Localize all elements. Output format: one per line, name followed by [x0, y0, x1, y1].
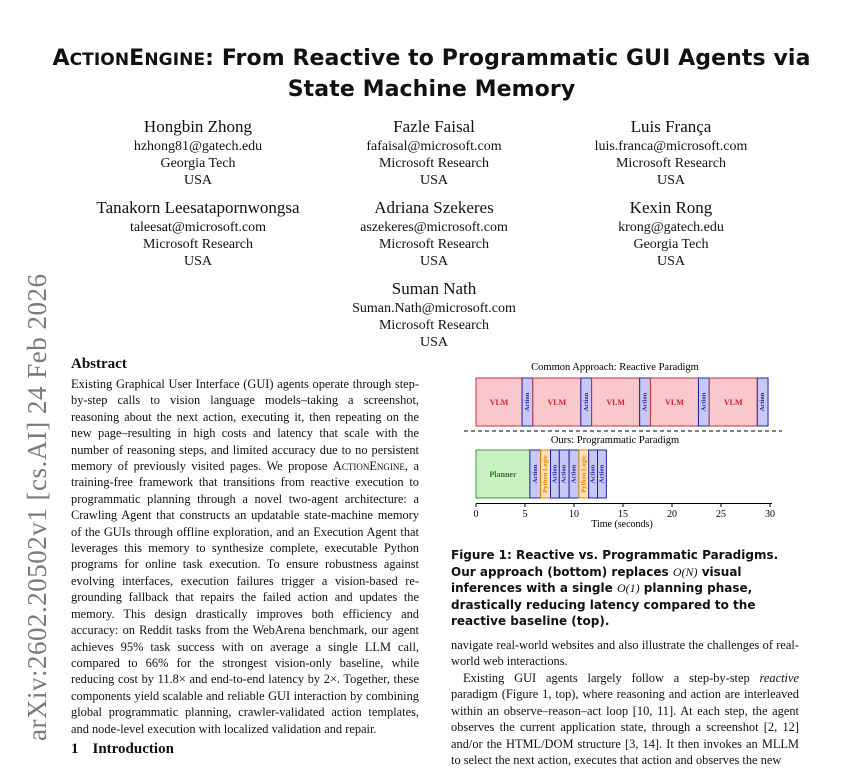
action-segment-label: Action	[759, 392, 767, 412]
author-email[interactable]: hzhong81@gatech.edu	[133, 139, 263, 154]
action-segment-label: Action	[523, 392, 531, 412]
reactive-timeline	[476, 378, 768, 426]
abstract-section	[71, 356, 419, 737]
author-email[interactable]: aszekeres@microsoft.com	[360, 220, 508, 235]
top-panel-title: Common Approach: Reactive Paradigm	[531, 362, 699, 373]
action-segment-label: Action	[560, 464, 568, 484]
action-segment-label: Action	[531, 464, 539, 484]
action-segment-label: Action	[700, 392, 708, 412]
x-tick-label: 25	[716, 509, 726, 520]
author-block: Luis França luis.franca@microsoft.com Microsoft Research USA	[551, 117, 791, 189]
planner-segment-label: Planner	[489, 470, 517, 479]
title-line-2: State Machine Memory	[287, 77, 576, 102]
python-logic-segment-label: Python Logic	[580, 455, 588, 493]
bottom-panel-title: Ours: Programmatic Paradigm	[550, 435, 680, 446]
x-tick-label: 20	[667, 509, 677, 520]
action-segment-label: Action	[570, 464, 578, 484]
action-segment-label: Action	[582, 392, 590, 412]
vlm-segment-label: VLM	[606, 398, 625, 407]
vlm-segment-label: VLM	[489, 398, 509, 407]
author-block: Suman Nath Suman.Nath@microsoft.com Microsoft Research USA	[314, 279, 554, 351]
abstract-text: Existing Graphical User Interface (GUI) agents operate through step-by-step calls to vision language models–taking a screenshot, reasoning about the next action, executing it, then repeating on the new page–resulting in high costs and latency that scale with the number of reasoning steps, and limited accuracy due to no persistent memory of previously visited pages. We propose ActionEngine, a training-free framework that transitions from reactive execution to programmatic planning through a novel two-agent architecture: a Crawling Agent that constructs an updatable state-machine memory of the GUIs through offline exploration, and an Execution Agent that leverages this memory to synthesize complete, executable Python programs for online task execution. To ensure robustness against evolving interfaces, execution failures trigger a vision-based re-grounding fallback that repairs the failed action and updates the memory. This design drastically improves both efficiency and accuracy: on Reddit tasks from the WebArena benchmark, our agent achieves 95% task success with on average a single LLM call, compared to 66% for the strongest vision-only baseline, while reducing cost by 11.8× and end-to-end latency by 2×. Together, these components yield scalable and reliable GUI interaction by combining global programmatic planning, crawler-validated action templates, and node-level execution with localized validation and repair.	[71, 377, 419, 736]
x-tick-label: 10	[569, 509, 579, 520]
author-block: Adriana Szekeres aszekeres@microsoft.com Microsoft Research USA	[314, 198, 554, 270]
author-email[interactable]: krong@gatech.edu	[618, 220, 724, 235]
author-block: Fazle Faisal fafaisal@microsoft.com Microsoft Research USA	[314, 117, 554, 189]
author-block: Tanakorn Leesatapornwongsa taleesat@microsoft.com Microsoft Research USA	[78, 198, 318, 270]
x-axis-ticks	[474, 504, 776, 521]
figure-1-chart	[450, 355, 795, 537]
abstract-heading: Abstract	[71, 356, 127, 372]
author-email[interactable]: luis.franca@microsoft.com	[594, 139, 748, 154]
system-name: ActionEngine	[332, 459, 405, 474]
action-segment-label: Action	[641, 392, 649, 412]
author-block: Hongbin Zhong hzhong81@gatech.edu Georgia Tech USA	[78, 117, 318, 189]
vlm-segment-label: VLM	[723, 398, 743, 407]
vlm-segment-label: VLM	[547, 398, 567, 407]
vlm-segment-label: VLM	[665, 398, 684, 407]
intro-paragraph-2: Existing GUI agents largely follow a step-by-step reactive paradigm (Figure 1, top), where reasoning and action are interleaved within an observe–reason–act loop [10, 11]. At each step, the agent observes the current application state, through a screenshot [2, 12] and/or the HTML/DOM structure [3, 14]. It then invokes an MLLM to select the next action, executes that action and observes the new	[451, 671, 799, 768]
section-heading-introduction: 1 Introduction	[71, 741, 174, 757]
action-segment-label: Action	[589, 464, 597, 484]
arxiv-stamp: arXiv:2602.20502v1 [cs.AI] 24 Feb 2026	[22, 273, 52, 741]
title-system-name-a: A	[52, 46, 70, 71]
programmatic-timeline	[476, 450, 606, 498]
paper-title: ACTIONENGINE: From Reactive to Programmatic GUI Agents via State Machine Memory	[40, 44, 823, 105]
action-segment-label: Action	[551, 464, 559, 484]
author-email[interactable]: fafaisal@microsoft.com	[366, 139, 502, 154]
intro-paragraph-1: navigate real-world websites and also illustrate the challenges of real-world web interactions.	[451, 638, 799, 669]
x-axis-label: Time (seconds)	[591, 519, 653, 530]
python-logic-segment-label: Python Logic	[542, 455, 550, 493]
author-email[interactable]: taleesat@microsoft.com	[129, 220, 267, 235]
x-tick-label: 15	[618, 509, 628, 520]
author-block: Kexin Rong krong@gatech.edu Georgia Tech USA	[551, 198, 791, 270]
figure-1-caption: Figure 1: Reactive vs. Programmatic Paradigms. Our approach (bottom) replaces O(N) visual inferences with a single O(1) planning phase, drastically reducing latency compared to the reactive baseline (top).	[451, 548, 779, 628]
action-segment-label: Action	[598, 464, 606, 484]
x-tick-label: 5	[522, 509, 528, 520]
x-tick-label: 30	[765, 509, 775, 520]
author-email[interactable]: Suman.Nath@microsoft.com	[352, 301, 516, 316]
x-tick-label: 0	[473, 509, 479, 520]
